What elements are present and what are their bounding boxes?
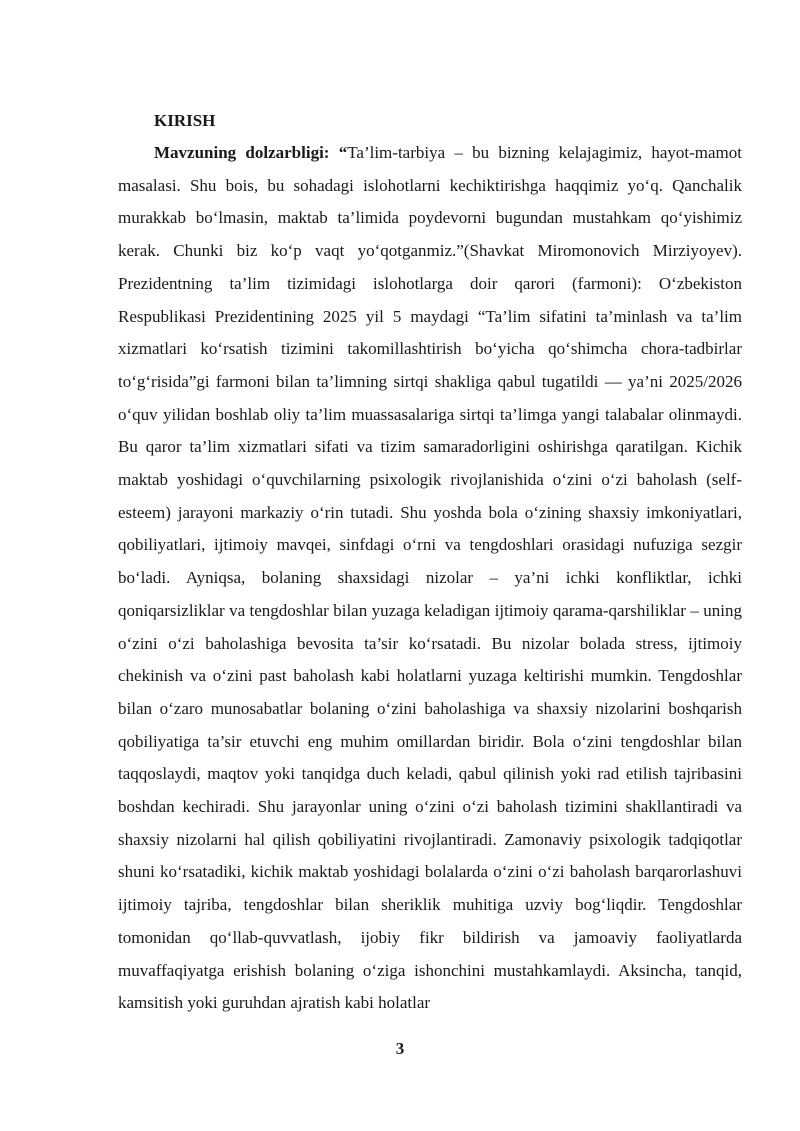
paragraph-text: Ta’lim-tarbiya – bu bizning kelajagimiz, hayot-mamot masalasi. Shu bois, bu sohadagi islohotlarni kechiktirishga haqqimiz yo‘q. Qanchalik murakkab bo‘lmasin, maktab ta’limida poydevorni bugundan mustahkam qo‘yishimiz kerak. Chunki biz ko‘p vaqt yo‘qotganmiz.”(Shavkat Miromonovich Mirziyoyev). Prezidentning ta’lim tizimidagi islohotlarga doir qarori (farmoni): O‘zbekiston Respublikasi Prezidentining 2025 yil 5 maydagi “Ta’lim sifatini ta’minlash va ta’lim xizmatlari ko‘rsatish tizimini takomillashtirish bo‘yicha qo‘shimcha chora-tadbirlar to‘g‘risida”gi farmoni bilan ta’limning sirtqi shakliga qabul tugatildi — ya’ni 2025/2026 o‘quv yilidan boshlab oliy ta’lim muassasalariga sirtqi ta’limga yangi talabalar olinmaydi. Bu qaror ta’lim xizmatlari sifati va tizim samaradorligini oshirishga qaratilgan. Kichik maktab yoshidagi o‘quvchilarning psixologik rivojlanishida o‘zini o‘zi baholash (self-esteem) jarayoni markaziy o‘rin tutadi. Shu yoshda bola o‘zining shaxsiy imkoniyatlari, qobiliyatlari, ijtimoiy mavqei, sinfdagi o‘rni va tengdoshlari orasidagi nufuziga sezgir bo‘ladi. Ayniqsa, bolaning shaxsidagi nizolar – ya’ni ichki konfliktlar, ichki qoniqarsizliklar va tengdoshlar bilan yuzaga keladigan ijtimoiy qarama-qarshiliklar – uning o‘zini o‘zi baholashiga bevosita ta’sir ko‘rsatadi. Bu nizolar bolada stress, ijtimoiy chekinish va o‘zini past baholash kabi holatlarni yuzaga keltirishi mumkin. Tengdoshlar bilan o‘zaro munosabatlar bolaning o‘zini baholashiga va shaxsiy nizolarini boshqarish qobiliyatiga ta’sir etuvchi eng muhim omillardan biridir. Bola o‘zini tengdoshlar bilan taqqoslaydi, maqtov yoki tanqidga duch keladi, qabul qilinish yoki rad etilish tajribasini boshdan kechiradi. Shu jarayonlar uning o‘zini o‘zi baholash tizimini shakllantiradi va shaxsiy nizolarni hal qilish qobiliyatini rivojlantiradi. Zamonaviy psixologik tadqiqotlar shuni ko‘rsatadiki, kichik maktab yoshidagi bolalarda o‘zini o‘zi baholash barqarorlashuvi ijtimoiy tajriba, tengdoshlar bilan sheriklik muhitiga uzviy bog‘liqdir. Tengdoshlar tomonidan qo‘llab-quvvatlash, ijobiy fikr bildirish va jamoaviy faoliyatlarda muvaffaqiyatga erishish bolaning o‘ziga ishonchini mustahkamlaydi. Aksincha, tanqid, kamsitish yoki guruhdan ajratish kabi holatlar [118, 143, 742, 1013]
paragraph-lead: Mavzuning dolzarbligi: “ [154, 143, 348, 162]
body-paragraph [118, 137, 742, 1020]
document-page [118, 104, 742, 1020]
section-heading: KIRISH [154, 111, 216, 130]
page-number: 3 [395, 1039, 405, 1058]
